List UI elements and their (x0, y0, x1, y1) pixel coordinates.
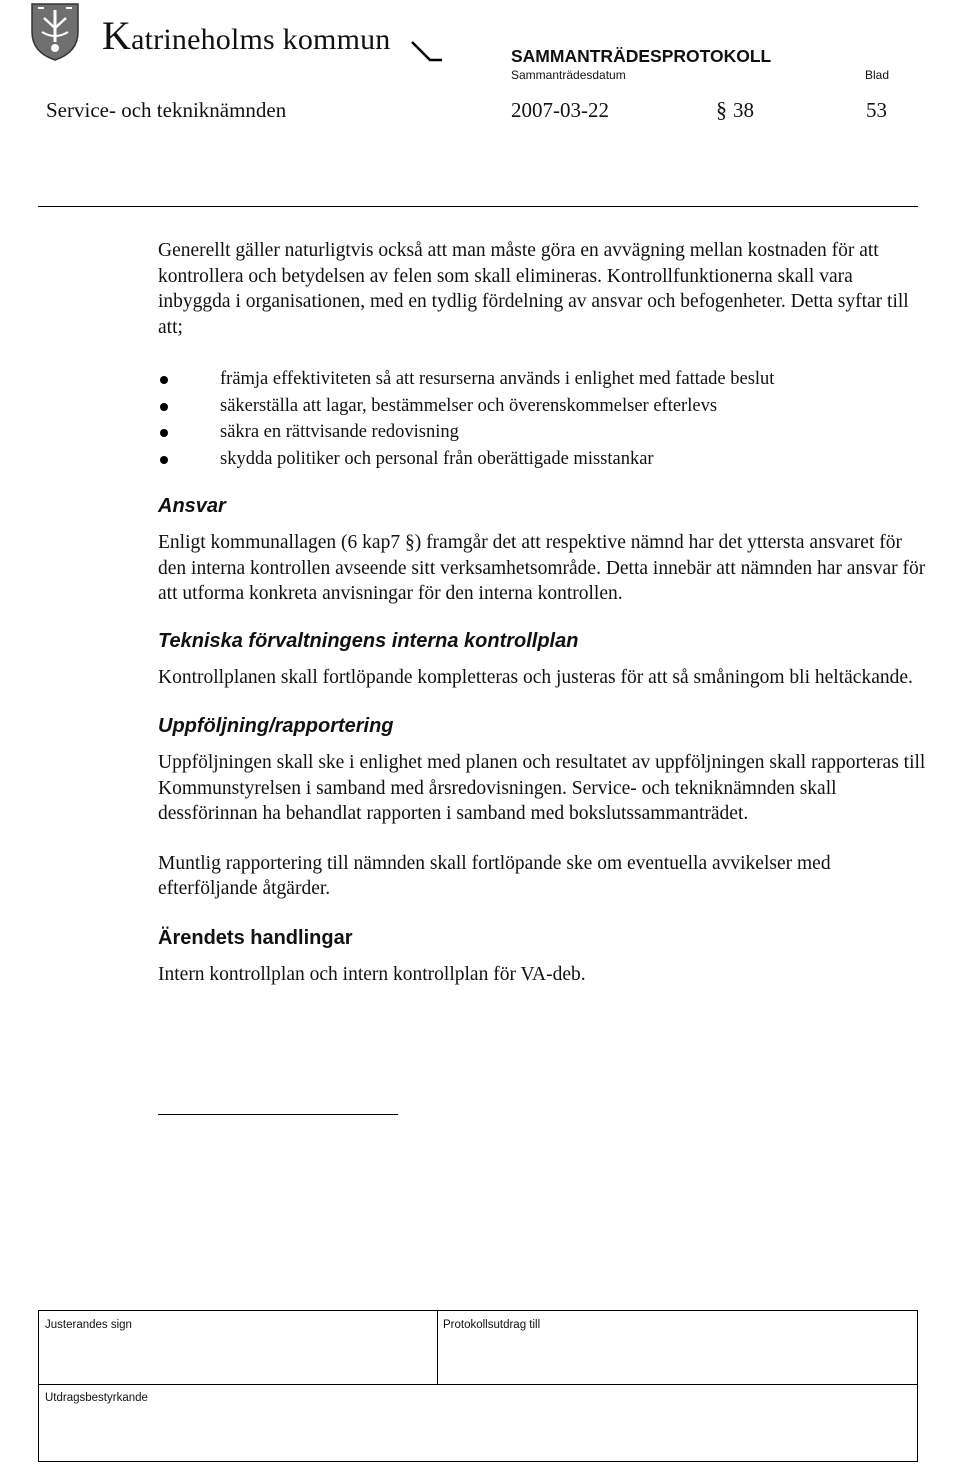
page-number: 53 (866, 98, 887, 122)
list-item: främja effektiviteten så att resurserna används i enlighet med fattade beslut (158, 366, 928, 393)
table-column-divider (437, 1311, 438, 1384)
end-divider (158, 1114, 398, 1115)
municipality-name (102, 12, 391, 59)
followup-paragraph: Uppföljningen skall ske i enlighet med planen och resultatet av uppföljningen skall rapporteras till Kommunstyrelsen i samband med årsredovisningen. Service- och tekniknämnden skall dessförinnan ha behandlat rapporten i samband med bokslutssammanträdet. (158, 752, 926, 824)
brand-rest: atrineholms kommun (131, 23, 391, 56)
document-type: SAMMANTRÄDESPROTOKOLL (511, 46, 772, 66)
paragraph-number: 38 (733, 98, 754, 122)
protokollsutdrag-label: Protokollsutdrag till (443, 1319, 541, 1331)
page-label: Blad (865, 68, 890, 82)
protocol-body (158, 238, 928, 987)
bullet-icon (160, 403, 168, 411)
documents-paragraph: Intern kontrollplan och intern kontrollplan för VA-deb. (158, 963, 586, 985)
purpose-list (158, 366, 928, 472)
oral-report-paragraph: Muntlig rapportering till nämnden skall fortlöpande ske om eventuella avvikelser med efterföljande åtgärder. (158, 852, 831, 899)
list-item: säkerställa att lagar, bestämmelser och överenskommelser efterlevs (158, 393, 928, 420)
brand-swoosh-icon (410, 40, 442, 64)
bullet-icon (160, 429, 168, 437)
followup-heading: Uppföljning/rapportering (158, 715, 394, 737)
list-item: skydda politiker och personal från oberättigade misstankar (158, 446, 928, 473)
plan-paragraph: Kontrollplanen skall fortlöpande kompletteras och justeras för att så småningom bli heltäckande. (158, 666, 913, 688)
justerandes-sign-label: Justerandes sign (45, 1319, 132, 1331)
ansvar-heading: Ansvar (158, 495, 226, 517)
signature-table (38, 1310, 918, 1462)
meeting-date-label: Sammanträdesdatum (511, 68, 626, 82)
table-row-divider (39, 1384, 917, 1385)
paragraph-sign: § (716, 97, 727, 122)
utdragsbestyrkande-label: Utdragsbestyrkande (45, 1392, 148, 1404)
ansvar-paragraph: Enligt kommunallagen (6 kap7 §) framgår det att respektive nämnd har det yttersta ansvaret för den interna kontrollen avseende sitt verksamhetsområde. Detta innebär att nämnden har ansvar för att utforma konkreta anvisningar för den interna kontrollen. (158, 532, 926, 604)
meeting-date: 2007-03-22 (511, 98, 609, 122)
committee-name: Service- och tekniknämnden (46, 98, 287, 122)
intro-paragraph: Generellt gäller naturligtvis också att man måste göra en avvägning mellan kostnaden för att kontrollera och betydelsen av felen som skall elimineras. Kontrollfunktionerna skall vara inbyggda i organisationen, med en tydlig fördelning av ansvar och befogenheter. Detta syftar till att; (158, 240, 909, 338)
plan-heading: Tekniska förvaltningens interna kontrollplan (158, 629, 579, 652)
coat-of-arms-icon (30, 2, 80, 62)
brand-initial: K (102, 13, 132, 58)
list-item: säkra en rättvisande redovisning (158, 419, 928, 446)
documents-heading: Ärendets handlingar (158, 926, 353, 949)
bullet-icon (160, 456, 168, 464)
header-divider (38, 206, 918, 207)
bullet-icon (160, 376, 168, 384)
